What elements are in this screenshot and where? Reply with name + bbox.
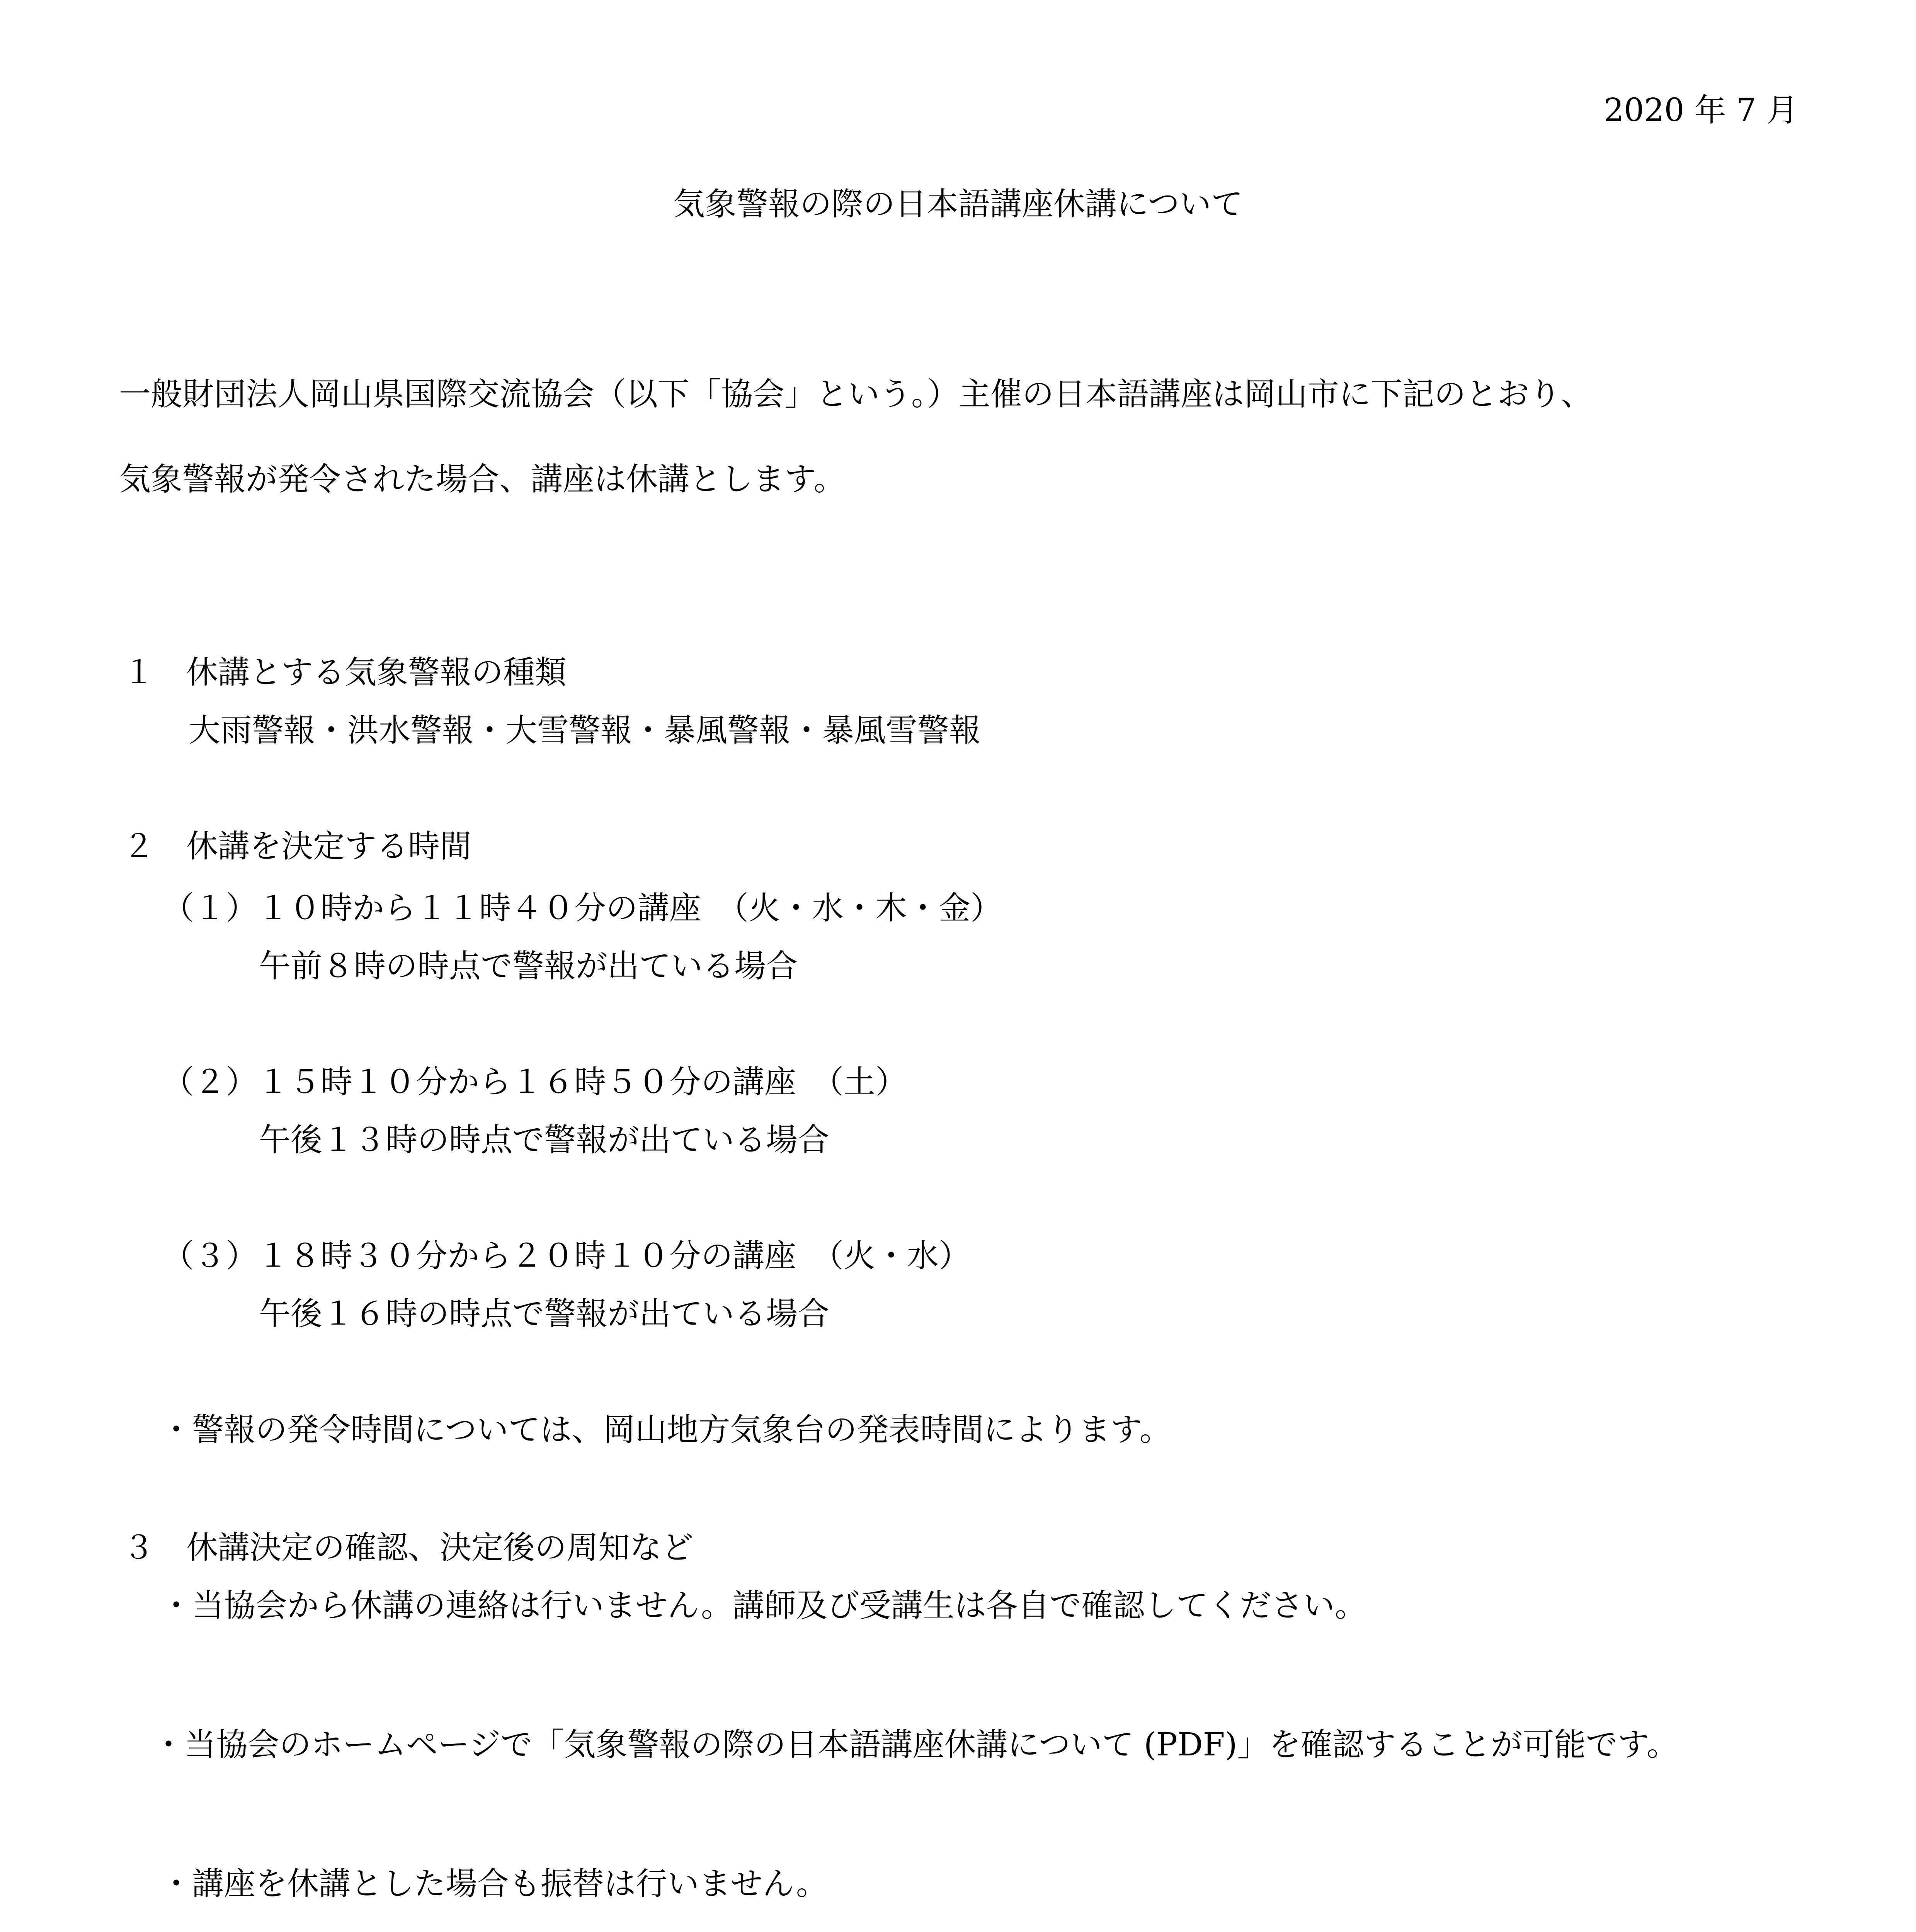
schedule-item-heading: （２）１５時１０分から１６時５０分の講座 （土） [162, 1064, 907, 1100]
section-3-bullet: ・当協会のホームページで「気象警報の際の日本語講座休講について (PDF)」を確認することが可能です。 [153, 1726, 1679, 1763]
section-3-heading: ３ 休講決定の確認、決定後の周知など [123, 1529, 694, 1566]
section-1-heading: １ 休講とする気象警報の種類 [123, 654, 567, 691]
document-title: 気象警報の際の日本語講座休講について [673, 186, 1243, 223]
section-3-bullet: ・当協会から休講の連絡は行いません。講師及び受講生は各自で確認してください。 [160, 1587, 1366, 1624]
schedule-item-body: 午後１６時の時点で警報が出ている場合 [259, 1296, 830, 1332]
intro-line: 気象警報が発令された場合、講座は休講とします。 [119, 461, 846, 498]
document-date: 2020 年 7 月 [1603, 92, 1798, 129]
intro-line: 一般財団法人岡山県国際交流協会（以下「協会」という。）主催の日本語講座は岡山市に下記のとおり、 [119, 376, 1593, 413]
schedule-item-heading: （１）１０時から１１時４０分の講座 （火・水・木・金） [162, 890, 1002, 927]
section-2-heading: ２ 休講を決定する時間 [123, 828, 472, 865]
section-3-bullet: ・講座を休講とした場合も振替は行いません。 [160, 1866, 828, 1902]
section-1-body: 大雨警報・洪水警報・大雪警報・暴風警報・暴風雪警報 [189, 712, 981, 749]
section-2-note: ・警報の発令時間については、岡山地方気象台の発表時間によります。 [160, 1412, 1171, 1448]
schedule-item-heading: （３）１８時３０分から２０時１０分の講座 （火・水） [162, 1238, 971, 1274]
schedule-item-body: 午前８時の時点で警報が出ている場合 [259, 948, 798, 985]
schedule-item-body: 午後１３時の時点で警報が出ている場合 [259, 1122, 830, 1158]
